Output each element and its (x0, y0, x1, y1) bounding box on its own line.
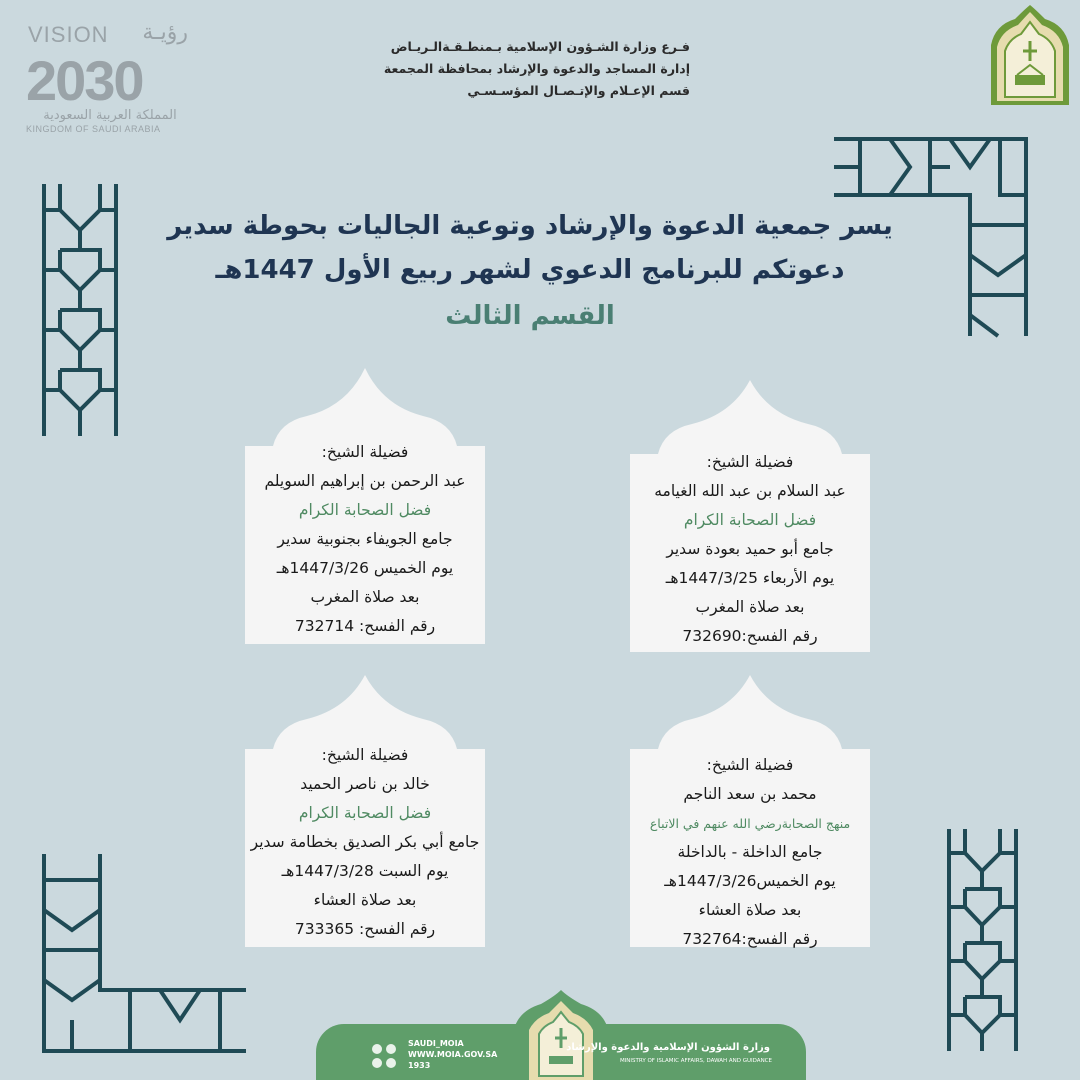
card-prefix: فضيلة الشيخ: (706, 453, 794, 471)
phone-icon (386, 1058, 396, 1068)
card-date: يوم الخميس 1447/3/26هـ (276, 559, 454, 577)
card-mosque: جامع أبي بكر الصديق بخطامة سدير (250, 833, 480, 851)
pattern-left-bottom-icon (40, 850, 250, 1055)
invitation-title (150, 204, 910, 340)
lecture-card (630, 675, 870, 947)
card-topic: منهج الصحابةرضي الله عنهم في الاتباع (649, 816, 851, 831)
website: WWW.MOIA.GOV.SA (408, 1050, 498, 1059)
twitter-icon (372, 1044, 382, 1054)
vision-number: 2030 (26, 49, 143, 112)
card-speaker: محمد بن سعد الناجم (683, 785, 817, 803)
card-time: بعد صلاة العشاء (698, 901, 802, 919)
card-time: بعد صلاة المغرب (695, 598, 805, 616)
card-time: بعد صلاة العشاء (313, 891, 417, 909)
vision-kingdom-en: KINGDOM OF SAUDI ARABIA (26, 124, 161, 134)
card-prefix: فضيلة الشيخ: (321, 443, 409, 461)
card-prefix: فضيلة الشيخ: (321, 746, 409, 764)
card-permit: رقم الفسح: 733365 (294, 920, 436, 938)
card-permit: رقم الفسح:732690 (682, 627, 818, 645)
card-date: يوم السبت 1447/3/28هـ (281, 862, 449, 880)
lecture-card (630, 380, 870, 652)
footer-emblem-icon (511, 990, 611, 1080)
social-handle: SAUDI_MOIA (408, 1039, 464, 1048)
card-prefix: فضيلة الشيخ: (706, 756, 794, 774)
card-time: بعد صلاة المغرب (310, 588, 420, 606)
card-topic: فضل الصحابة الكرام (298, 804, 432, 822)
youtube-icon (386, 1044, 396, 1054)
card-mosque: جامع الداخلة - بالداخلة (677, 843, 823, 861)
card-permit: رقم الفسح:732764 (682, 930, 818, 948)
title-line-2: دعوتكم للبرنامج الدعوي لشهر ربيع الأول 1447هـ (215, 255, 845, 285)
snapchat-icon (372, 1058, 382, 1068)
card-mosque: جامع أبو حميد بعودة سدير (666, 540, 834, 558)
card-speaker: عبد السلام بن عبد الله الغيامه (654, 482, 846, 500)
ministry-emblem-icon (985, 5, 1075, 105)
header-line-1: فـرع وزارة الشـؤون الإسلامية بـمنطـقـةالـريـاض (390, 39, 690, 54)
card-permit: رقم الفسح: 732714 (294, 617, 436, 635)
card-mosque: جامع الجويفاء بجنوبية سدير (277, 530, 453, 548)
pattern-left-top-icon (40, 180, 120, 440)
branch-header (360, 36, 690, 102)
card-date: يوم الخميس1447/3/26هـ (664, 872, 836, 890)
pattern-right-bottom-icon (945, 825, 1020, 1055)
vision-kingdom-ar: المملكة العربية السعودية (43, 108, 177, 123)
vision-ar: رؤيـة (142, 20, 188, 45)
card-speaker: خالد بن ناصر الحميد (300, 775, 430, 793)
card-topic: فضل الصحابة الكرام (683, 511, 817, 529)
title-line-1: يسر جمعية الدعوة والإرشاد وتوعية الجاليات بحوطة سدير (167, 211, 893, 241)
card-topic: فضل الصحابة الكرام (298, 501, 432, 519)
social-icons (370, 1042, 400, 1070)
ministry-name-en: MINISTRY OF ISLAMIC AFFAIRS, DAWAH AND GUIDANCE (619, 1058, 772, 1064)
lecture-card (245, 675, 485, 947)
phone-number: 1933 (408, 1061, 431, 1070)
vision-en: VISION (28, 22, 109, 47)
card-date: يوم الأربعاء 1447/3/25هـ (665, 569, 835, 587)
section-title: القسم الثالث (445, 301, 615, 331)
lecture-card (245, 368, 485, 644)
ministry-footer (316, 990, 806, 1080)
footer-contacts (408, 1038, 497, 1071)
vision-2030-logo (24, 20, 194, 135)
ministry-name-ar: وزارة الشؤون الإسلامية والدعوة والإرشاد (566, 1042, 770, 1053)
header-line-2: إدارة المساجد والدعوة والإرشاد بمحافظة المجمعة (383, 61, 690, 76)
header-line-3: قسم الإعـلام والإتـصـال المؤسـسـي (467, 83, 690, 98)
card-speaker: عبد الرحمن بن إبراهيم السويلم (264, 472, 466, 490)
